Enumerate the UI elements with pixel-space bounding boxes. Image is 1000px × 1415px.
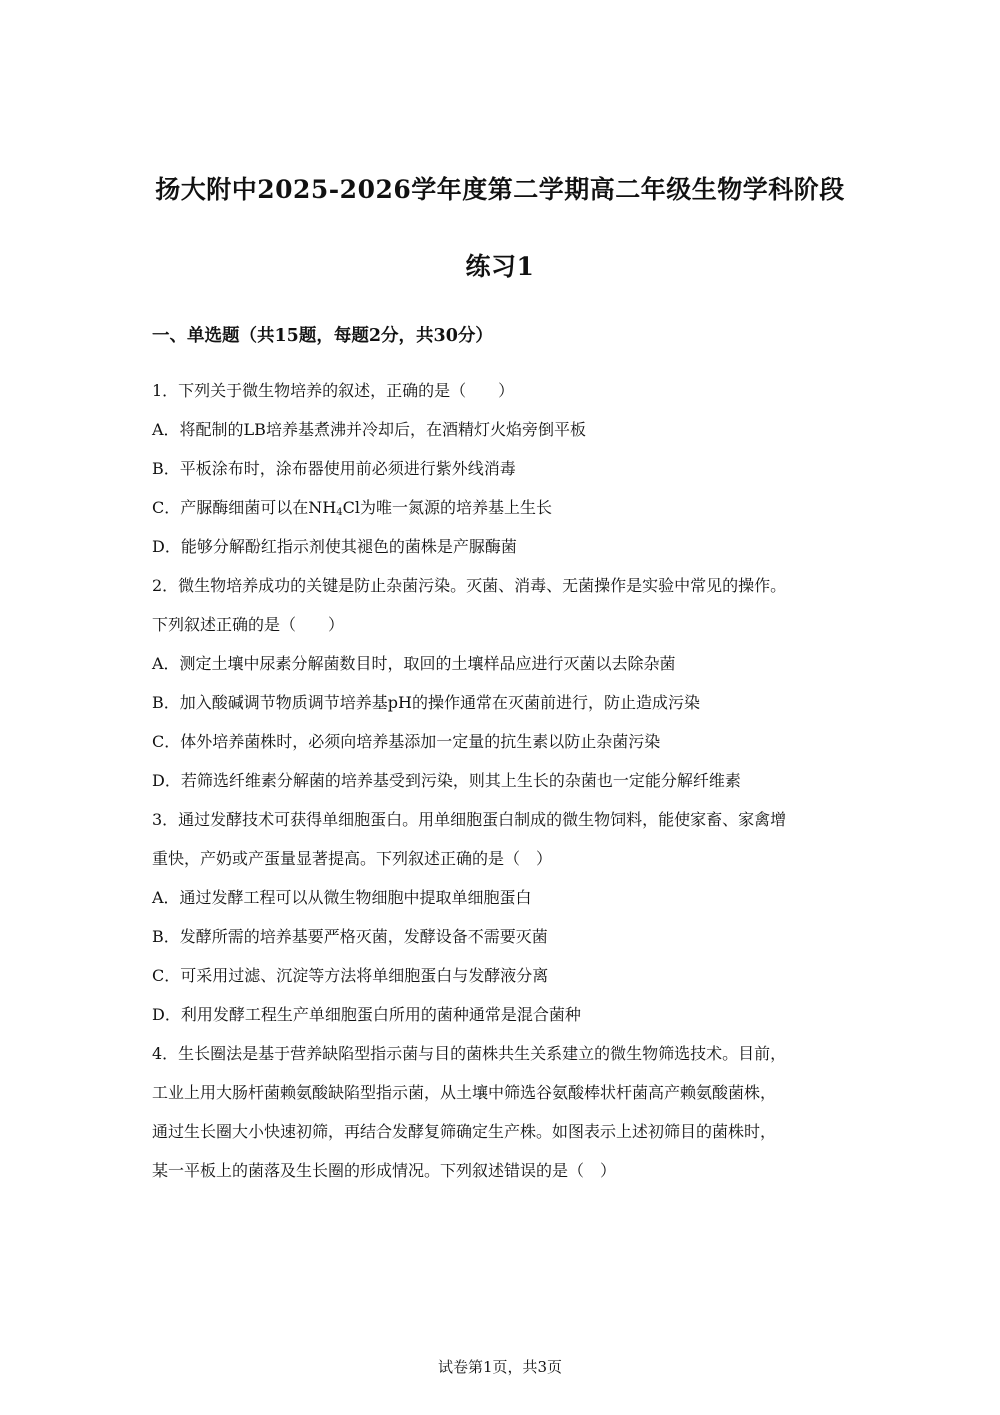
section-heading: 一、单选题（共15题，每题2分，共30分） bbox=[152, 326, 493, 346]
question-1-option-d: D．能够分解酚红指示剂使其褪色的菌株是产脲酶菌 bbox=[152, 537, 517, 556]
page-footer: 试卷第1页，共3页 bbox=[437, 1358, 563, 1376]
question-2-option-a: A．测定土壤中尿素分解菌数目时，取回的土壤样品应进行灭菌以去除杂菌 bbox=[152, 654, 676, 673]
question-1-option-b: B．平板涂布时，涂布器使用前必须进行紫外线消毒 bbox=[152, 459, 516, 478]
question-3-stem-line-1: 3．通过发酵技术可获得单细胞蛋白。用单细胞蛋白制成的微生物饲料，能使家畜、家禽增 bbox=[152, 810, 787, 829]
question-3-option-b: B．发酵所需的培养基要严格灭菌，发酵设备不需要灭菌 bbox=[152, 927, 548, 946]
exam-title-line-1: 扬大附中2025-2026学年度第二学期高二年级生物学科阶段 bbox=[155, 175, 845, 204]
question-1-stem: 1．下列关于微生物培养的叙述，正确的是（ ） bbox=[152, 381, 515, 400]
question-3-option-a: A．通过发酵工程可以从微生物细胞中提取单细胞蛋白 bbox=[152, 888, 532, 907]
option-c-text-after: Cl为唯一氮源的培养基上生长 bbox=[342, 498, 552, 517]
question-1-option-c bbox=[152, 495, 552, 518]
question-4-stem-line-3: 通过生长圈大小快速初筛，再结合发酵复筛确定生产株。如图表示上述初筛目的菌株时， bbox=[152, 1122, 777, 1141]
question-2-option-b: B．加入酸碱调节物质调节培养基pH的操作通常在灭菌前进行，防止造成污染 bbox=[152, 693, 700, 712]
exam-title-line-2: 练习1 bbox=[465, 252, 535, 281]
question-2-option-c: C．体外培养菌株时，必须向培养基添加一定量的抗生素以防止杂菌污染 bbox=[152, 732, 661, 751]
question-4-stem-line-4: 某一平板上的菌落及生长圈的形成情况。下列叙述错误的是（ ） bbox=[152, 1161, 617, 1180]
question-2-option-d: D．若筛选纤维素分解菌的培养基受到污染，则其上生长的杂菌也一定能分解纤维素 bbox=[152, 771, 741, 790]
option-c-subscript: 4 bbox=[336, 507, 343, 518]
question-3-option-c: C．可采用过滤、沉淀等方法将单细胞蛋白与发酵液分离 bbox=[152, 966, 549, 985]
question-3-option-d: D．利用发酵工程生产单细胞蛋白所用的菌种通常是混合菌种 bbox=[152, 1005, 581, 1024]
question-1-option-a: A．将配制的LB培养基煮沸并冷却后，在酒精灯火焰旁倒平板 bbox=[152, 420, 586, 439]
question-2-stem-line-2: 下列叙述正确的是（ ） bbox=[152, 615, 345, 634]
question-4-stem-line-1: 4．生长圈法是基于营养缺陷型指示菌与目的菌株共生关系建立的微生物筛选技术。目前， bbox=[152, 1044, 787, 1063]
option-c-text-before: C．产脲酶细菌可以在NH bbox=[152, 498, 337, 517]
question-2-stem-line-1: 2．微生物培养成功的关键是防止杂菌污染。灭菌、消毒、无菌操作是实验中常见的操作。 bbox=[152, 576, 787, 595]
question-3-stem-line-2: 重快，产奶或产蛋量显著提高。下列叙述正确的是（ ） bbox=[152, 849, 553, 868]
question-4-stem-line-2: 工业上用大肠杆菌赖氨酸缺陷型指示菌，从土壤中筛选谷氨酸棒状杆菌高产赖氨酸菌株， bbox=[152, 1083, 777, 1102]
